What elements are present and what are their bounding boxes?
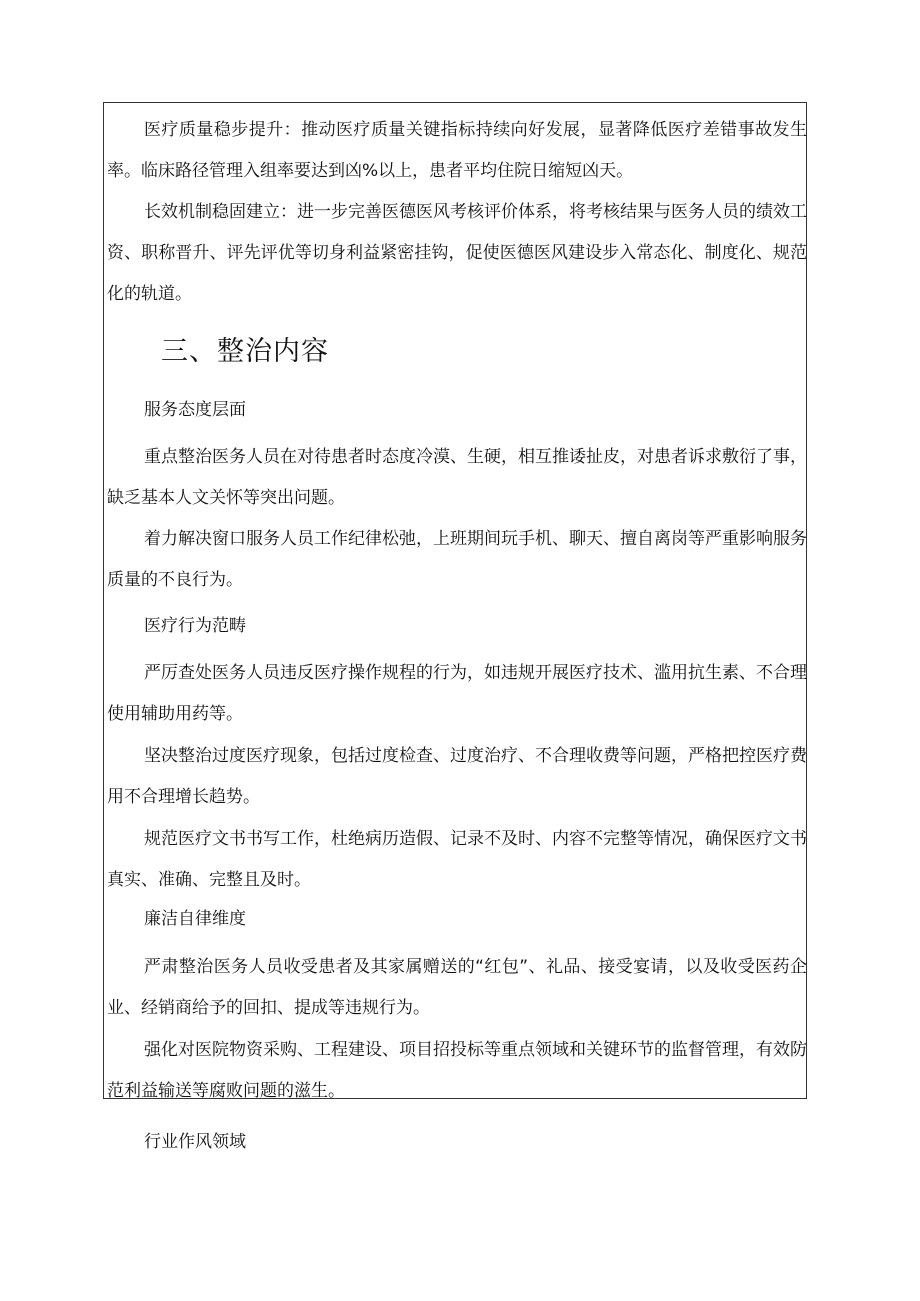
subheading-service-attitude: 服务态度层面 <box>144 400 246 420</box>
paragraph-service-attitude-2: 着力解决窗口服务人员工作纪律松弛，上班期间玩手机、聊天、擅自离岗等严重影响服务质量的不良行为。 <box>107 529 807 590</box>
subheading-integrity: 廉洁自律维度 <box>144 909 246 929</box>
paragraph-service-attitude-1: 重点整治医务人员在对待患者时态度冷漠、生硬，相互推诿扯皮，对患者诉求敷衍了事，缺乏基本人文关怀等突出问题。 <box>107 447 807 508</box>
paragraph-medical-behavior-1: 严厉查处医务人员违反医疗操作规程的行为，如违规开展医疗技术、滥用抗生素、不合理使用辅助用药等。 <box>107 663 807 724</box>
paragraph-integrity-2: 强化对医院物资采购、工程建设、项目招投标等重点领域和关键环节的监督管理，有效防范利益输送等腐败问题的滋生。 <box>107 1040 807 1101</box>
paragraph-medical-behavior-3: 规范医疗文书书写工作，杜绝病历造假、记录不及时、内容不完整等情况，确保医疗文书真实、准确、完整且及时。 <box>107 829 807 890</box>
paragraph-quality-improvement: 医疗质量稳步提升：推动医疗质量关键指标持续向好发展，显著降低医疗差错事故发生率。临床路径管理入组率要达到凶%以上，患者平均住院日缩短凶天。 <box>107 120 807 181</box>
paragraph-medical-behavior-2: 坚决整治过度医疗现象，包括过度检查、过度治疗、不合理收费等问题，严格把控医疗费用不合理增长趋势。 <box>107 746 807 807</box>
section-title: 三、整治内容 <box>161 336 329 367</box>
paragraph-long-term-mechanism: 长效机制稳固建立：进一步完善医德医风考核评价体系，将考核结果与医务人员的绩效工资、职称晋升、评先评优等切身利益紧密挂钩，促使医德医风建设步入常态化、制度化、规范化的轨道。 <box>107 202 807 304</box>
subheading-industry-conduct: 行业作风领域 <box>144 1132 246 1152</box>
paragraph-integrity-1: 严肃整治医务人员收受患者及其家属赠送的“红包”、礼品、接受宴请，以及收受医药企业、经销商给予的回扣、提成等违规行为。 <box>107 957 807 1018</box>
subheading-medical-behavior: 医疗行为范畴 <box>144 616 246 636</box>
